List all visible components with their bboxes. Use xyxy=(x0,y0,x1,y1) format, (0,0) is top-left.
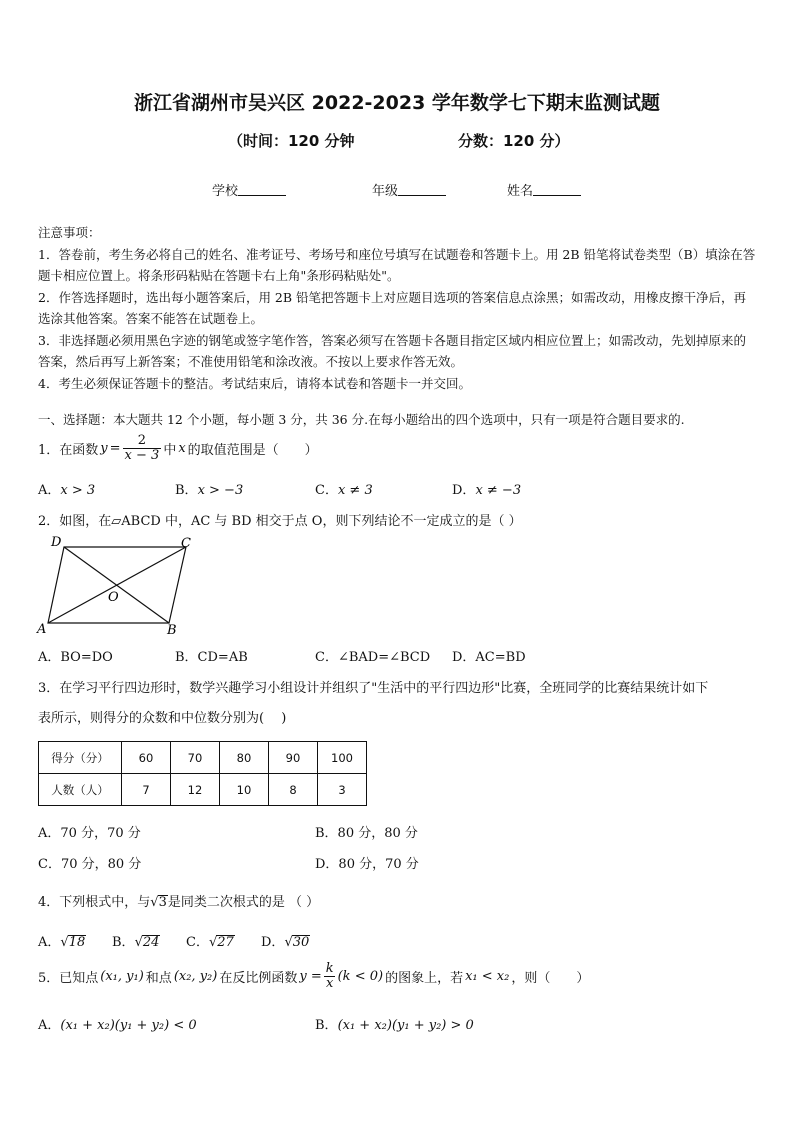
q1-option-c xyxy=(315,479,373,498)
school-blank xyxy=(238,183,286,196)
sqrt-icon: √ xyxy=(134,935,143,950)
school-label: 学校 xyxy=(212,184,239,199)
q3-option-d: D．80 分，70 分 xyxy=(315,857,419,872)
notice-item-2: 2．作答选择题时，选出每小题答案后，用 2B 铅笔把答题卡上对应题目选项的答案信息点涂黑；如需改动，用橡皮擦干净后，再选涂其他答案。答案不能答在试题卷上。 xyxy=(38,289,747,326)
q5-mid2: 的图象上，若 xyxy=(385,971,464,986)
notice-block xyxy=(38,222,758,394)
table-row xyxy=(39,742,367,774)
table-row xyxy=(39,774,367,806)
notice-item-4: 4．考生必须保证答题卡的整洁。考试结束后，请将本试卷和答题卡一并交回。 xyxy=(38,375,471,391)
q5-opt-a-label: A． xyxy=(38,1018,61,1033)
q4-prefix: 4．下列根式中，与 xyxy=(38,895,151,910)
q2-option-d: D．AC=BD xyxy=(452,650,526,665)
exam-time: （时间：120 分钟 xyxy=(228,132,355,150)
q5-and: 和点 xyxy=(145,971,172,986)
name-blank xyxy=(533,183,581,196)
q1-denominator: x − 3 xyxy=(124,448,160,463)
q1-opt-a-value: x > 3 xyxy=(60,483,96,498)
question-5 xyxy=(38,962,589,991)
q2-option-c: C．∠BAD=∠BCD xyxy=(315,650,431,665)
q1-opt-c-label: C． xyxy=(315,483,338,498)
table-cell: 70 xyxy=(171,742,220,774)
q5-opt-b-expr: (x₁ + x₂)(y₁ + y₂) > 0 xyxy=(337,1018,474,1033)
table-cell: 7 xyxy=(122,774,171,806)
grade-field xyxy=(372,180,446,199)
notice-item-1: 1．答卷前，考生务必将自己的姓名、准考证号、考场号和座位号填写在试题卷和答题卡上。用 2B 铅笔将试卷类型（B）填涂在答题卡相应位置上。将条形码粘贴在答题卡右上角"条形码粘贴处"。 xyxy=(38,246,756,283)
q5-option-b xyxy=(315,1014,474,1033)
table-cell: 3 xyxy=(318,774,367,806)
q1-option-d xyxy=(452,479,521,498)
q5-prefix: 5．已知点 xyxy=(38,971,99,986)
table-header-count: 人数（人） xyxy=(39,774,122,806)
q5-point-2: (x₂, y₂) xyxy=(173,969,218,984)
q5-tail: ，则（ ） xyxy=(511,971,590,986)
q1-tail: 的取值范围是（ ） xyxy=(187,443,318,458)
q1-fraction xyxy=(123,434,162,463)
q5-inequality: x₁ < x₂ xyxy=(465,969,510,984)
score-table xyxy=(38,741,367,806)
q2-option-a: A．BO=DO xyxy=(38,650,113,665)
question-1 xyxy=(38,434,318,463)
q4-option-c xyxy=(186,931,235,950)
q4-opt-b-root: 24 xyxy=(142,935,160,950)
q1-x: x xyxy=(178,441,186,456)
notice-heading: 注意事项： xyxy=(38,225,101,240)
question-2: 2．如图，在▱ABCD 中，AC 与 BD 相交于点 O，则下列结论不一定成立的是（ ） xyxy=(38,514,522,529)
q3-option-c: C．70 分，80 分 xyxy=(38,857,142,872)
school-field xyxy=(212,180,286,199)
table-cell: 12 xyxy=(171,774,220,806)
q3-option-a: A．70 分，70 分 xyxy=(38,826,141,841)
q1-opt-b-label: B． xyxy=(175,483,198,498)
table-cell: 60 xyxy=(122,742,171,774)
q1-opt-d-label: D． xyxy=(452,483,476,498)
section-heading: 一、选择题：本大题共 12 个小题，每小题 3 分，共 36 分.在每小题给出的四个选项中，只有一项是符合题目要求的. xyxy=(38,412,685,427)
q1-y: y xyxy=(100,441,108,456)
q5-fraction xyxy=(324,962,336,991)
q1-opt-a-label: A． xyxy=(38,483,61,498)
exam-score: 分数：120 分） xyxy=(458,132,570,150)
q4-opt-c-label: C． xyxy=(186,935,209,950)
q1-option-b xyxy=(175,479,243,498)
name-label: 姓名 xyxy=(507,184,534,199)
label-c: C xyxy=(181,536,191,551)
q4-opt-a-root: 18 xyxy=(68,935,86,950)
q4-option-b xyxy=(112,931,160,950)
table-cell: 100 xyxy=(318,742,367,774)
sqrt-icon: √ xyxy=(208,935,218,950)
q1-opt-d-value: x ≠ −3 xyxy=(475,483,522,498)
label-a: A xyxy=(37,622,47,637)
sqrt-icon: √ xyxy=(150,895,159,910)
q3-option-b: B．80 分，80 分 xyxy=(315,826,418,841)
q4-option-d xyxy=(261,931,310,950)
q1-eq: = xyxy=(109,441,121,456)
q5-opt-b-label: B． xyxy=(315,1018,338,1033)
question-3-line-1: 3．在学习平行四边形时，数学兴趣学习小组设计并组织了"生活中的平行四边形"比赛，全班同学的比赛结果统计如下 xyxy=(38,681,709,696)
label-d: D xyxy=(51,535,62,550)
sqrt-icon: √ xyxy=(60,935,69,950)
grade-label: 年级 xyxy=(372,184,399,199)
q5-numerator: k xyxy=(325,961,334,976)
q1-suffix: 中 xyxy=(163,443,177,458)
sqrt-icon: √ xyxy=(284,935,293,950)
q4-root: 3 xyxy=(158,895,167,910)
q1-prefix: 1．在函数 xyxy=(38,443,99,458)
q1-numerator: 2 xyxy=(137,433,147,448)
q2-option-b: B．CD=AB xyxy=(175,650,248,665)
table-cell: 10 xyxy=(220,774,269,806)
grade-blank xyxy=(398,183,446,196)
q5-mid: 在反比例函数 xyxy=(219,971,298,986)
q4-opt-b-label: B． xyxy=(112,935,135,950)
question-3-line-2: 表所示，则得分的众数和中位数分别为( ) xyxy=(38,711,287,726)
q4-opt-c-root: 27 xyxy=(217,935,234,950)
table-cell: 8 xyxy=(269,774,318,806)
q5-point-1: (x₁, y₁) xyxy=(100,969,144,984)
q4-opt-d-root: 30 xyxy=(292,935,310,950)
table-cell: 90 xyxy=(269,742,318,774)
q1-option-a xyxy=(38,479,95,498)
name-field xyxy=(507,180,581,199)
table-cell: 80 xyxy=(220,742,269,774)
page-title: 浙江省湖州市吴兴区 2022-2023 学年数学七下期末监测试题 xyxy=(134,92,660,114)
q1-opt-b-value: x > −3 xyxy=(197,483,244,498)
q1-opt-c-value: x ≠ 3 xyxy=(337,483,373,498)
q5-func-y: y = xyxy=(299,969,322,984)
q4-suffix: 是同类二次根式的是 （ ） xyxy=(167,895,320,910)
label-o: O xyxy=(108,590,119,605)
table-header-score: 得分（分） xyxy=(39,742,122,774)
diagonal-bd xyxy=(64,547,169,623)
parallelogram-figure xyxy=(34,533,204,639)
label-b: B xyxy=(167,623,177,638)
notice-item-3: 3．非选择题必须用黑色字迹的钢笔或签字笔作答，答案必须写在答题卡各题目指定区域内相应位置上；如需改动，先划掉原来的答案，然后再写上新答案；不准使用铅笔和涂改液。不按以上要求作答无效。 xyxy=(38,332,746,369)
q4-opt-a-label: A． xyxy=(38,935,61,950)
q5-denominator: x xyxy=(325,976,334,991)
q4-opt-d-label: D． xyxy=(261,935,285,950)
q5-condition: (k < 0) xyxy=(337,969,384,984)
question-4 xyxy=(38,891,319,910)
q5-option-a xyxy=(38,1014,197,1033)
q4-option-a xyxy=(38,931,86,950)
q5-opt-a-expr: (x₁ + x₂)(y₁ + y₂) < 0 xyxy=(60,1018,197,1033)
